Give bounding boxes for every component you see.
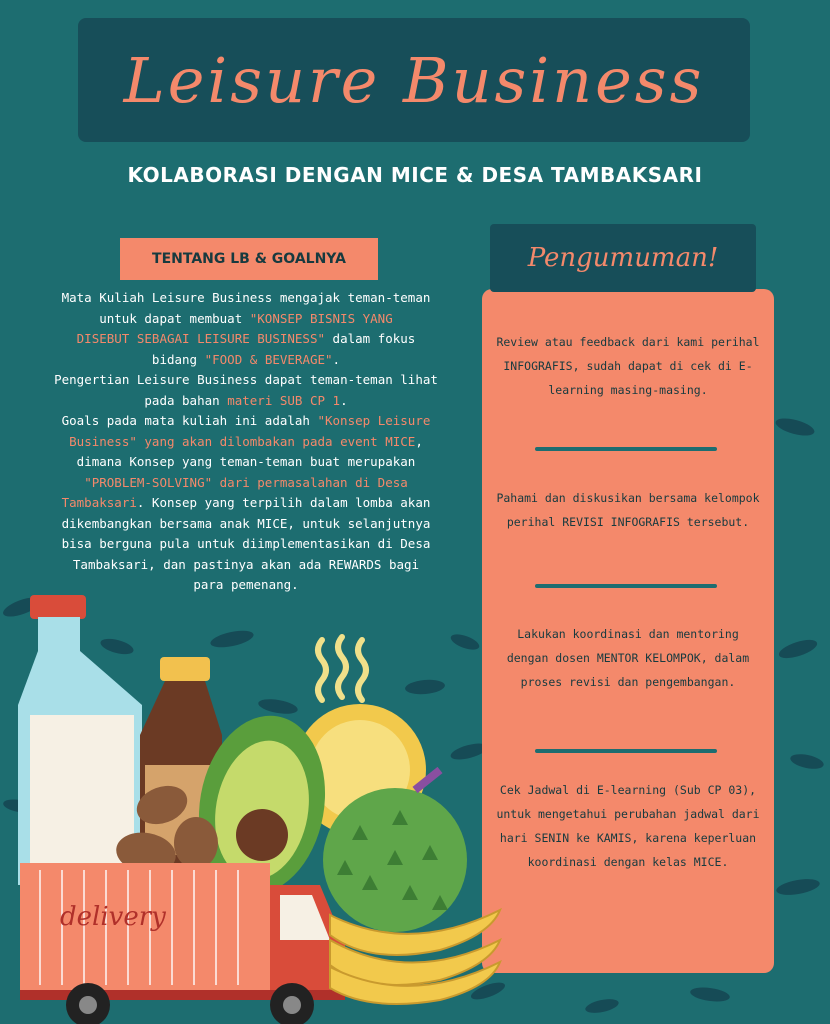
about-tab-label: TENTANG LB & GOALNYA bbox=[152, 251, 346, 267]
food-delivery-illustration bbox=[0, 585, 520, 1024]
delivery-truck-icon bbox=[20, 863, 345, 1024]
title-banner bbox=[78, 18, 750, 142]
highlight-text: "FOOD & BEVERAGE" bbox=[204, 351, 333, 367]
paragraph-text: . Konsep yang terpilih dalam lomba akan dikembangkan bersama anak MICE, untuk selanjutnya bisa berguna pula untuk diimplementasikan di Desa Tambaksari, dan pastinya akan ada REWARDS bagi para pemenang. bbox=[61, 495, 431, 592]
announcement-item: Cek Jadwal di E-learning (Sub CP 03), untuk mengetahui perubahan jadwal dari hari SENIN ke KAMIS, karena keperluan koordinasi dengan kelas MICE. bbox=[496, 783, 760, 869]
paragraph-text: . Goals pada mata kuliah ini adalah bbox=[61, 392, 348, 428]
announcement-item: Review atau feedback dari kami perihal INFOGRAFIS, sudah dapat di cek di E-learning masing-masing. bbox=[496, 335, 760, 397]
divider bbox=[535, 749, 717, 753]
announcement-title: Pengumuman! bbox=[527, 243, 719, 273]
truck-label: delivery bbox=[60, 902, 166, 932]
announcement-header bbox=[490, 224, 756, 292]
highlight-text: materi SUB CP 1 bbox=[227, 392, 341, 408]
about-tab bbox=[120, 238, 378, 280]
announcement-item: Pahami dan diskusikan bersama kelompok perihal REVISI INFOGRAFIS tersebut. bbox=[496, 491, 760, 529]
about-paragraph bbox=[8, 288, 484, 596]
announcement-item: Lakukan koordinasi dan mentoring dengan dosen MENTOR KELOMPOK, dalam proses revisi dan pengembangan. bbox=[506, 627, 750, 689]
steam-icon bbox=[318, 637, 366, 700]
paragraph-text: . Pengertian Leisure Business dapat teman-teman lihat pada bahan bbox=[54, 351, 438, 408]
highlight-text: "Konsep Leisure Business" yang akan dilombakan pada event MICE bbox=[69, 413, 431, 449]
divider bbox=[535, 447, 717, 451]
highlight-text: "KONSEP BISNIS YANG DISEBUT SEBAGAI LEISURE BUSINESS" bbox=[76, 310, 393, 346]
paragraph-text: dalam fokus bidang bbox=[151, 331, 416, 367]
page-title: Leisure Business bbox=[123, 43, 705, 117]
page-subtitle: KOLABORASI DENGAN MICE & DESA TAMBAKSARI bbox=[127, 163, 703, 187]
paragraph-text: , dimana Konsep yang teman-teman buat merupakan bbox=[76, 433, 423, 469]
highlight-text: "PROBLEM-SOLVING" dari permasalahan di Desa Tambaksari bbox=[61, 474, 408, 510]
divider bbox=[535, 584, 717, 588]
paragraph-text: Mata Kuliah Leisure Business mengajak teman-teman untuk dapat membuat bbox=[61, 290, 431, 326]
